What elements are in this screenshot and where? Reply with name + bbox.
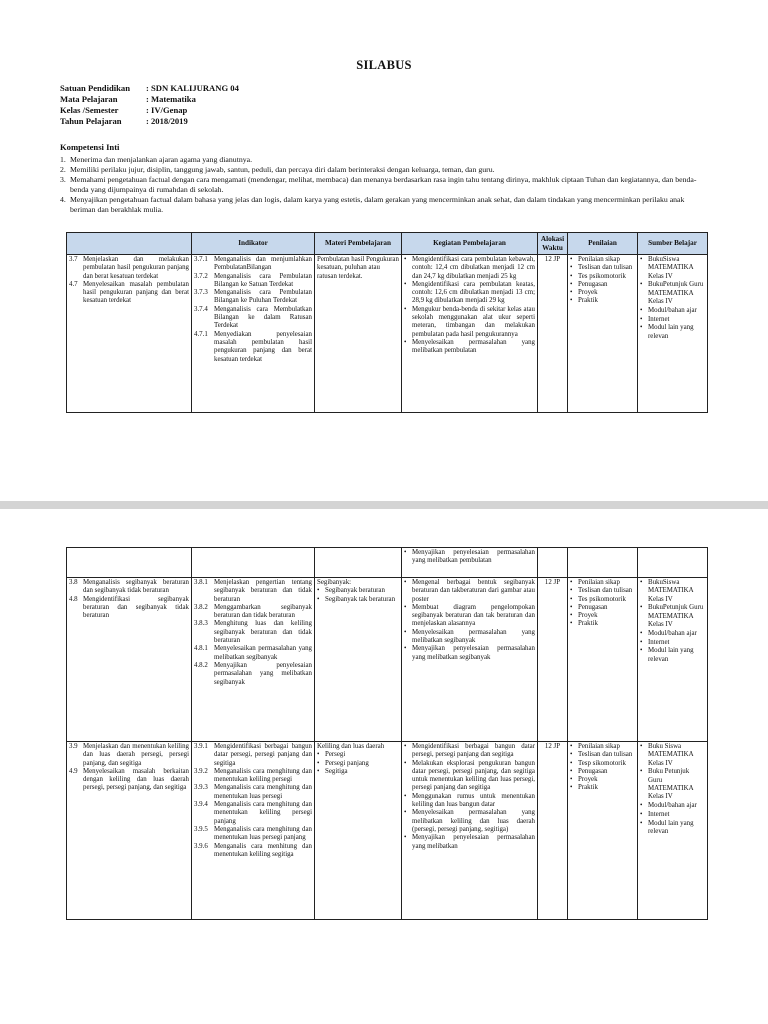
sumber-cell bbox=[638, 578, 708, 742]
ki-item bbox=[60, 175, 706, 195]
penilaian-cell bbox=[568, 742, 638, 920]
syllabus-table-page-1 bbox=[66, 232, 708, 413]
kegiatan-text: • Menyajikan penyelesaian permasalahan yang melibatkan bbox=[412, 834, 535, 850]
kd-item bbox=[69, 281, 189, 306]
indikator-text: Menganalisis cara Pembulatan Bilangan ke Satuan Terdekat bbox=[214, 272, 312, 288]
indikator-cell bbox=[192, 255, 315, 413]
table-row bbox=[67, 742, 708, 920]
sumber-text: • Internet bbox=[648, 810, 670, 818]
indikator-item bbox=[194, 604, 312, 621]
sumber-text: • BukuSiswa MATEMATIKA Kelas IV bbox=[648, 256, 694, 280]
list-item bbox=[570, 264, 635, 272]
penilaian-text: • Penugasan bbox=[578, 767, 608, 775]
penilaian-text: • Proyek bbox=[578, 612, 598, 620]
indikator-text: Menganalisis dan menjumlahkan PembulatanBilangan bbox=[214, 256, 312, 272]
list-item bbox=[640, 604, 705, 629]
ki-text: Memahami pengetahuan factual dengan cara mengamati (mendengar, melihat, membaca) dan menanya berdasarkan rasa ingin tahu tentang dirinya, makhluk ciptaan Tuhan dan kegiatannya, dan benda-benda yang dijumpainya di rumahdan di sekolah. bbox=[70, 174, 697, 194]
meta-row bbox=[60, 83, 239, 94]
sumber-text: • Modul/bahan ajar bbox=[648, 629, 697, 637]
penilaian-list bbox=[570, 579, 635, 629]
meta-value: : Matematika bbox=[146, 94, 196, 104]
table-row bbox=[67, 255, 708, 413]
list-item bbox=[404, 809, 535, 834]
indikator-number: 4.8.2 bbox=[194, 661, 208, 669]
kd-text: Menyelesaikan masalah berkaitan dengan keliling dan luas daerah persegi, persegi panjang, dan segitiga bbox=[83, 767, 189, 792]
sumber-text: • Modul lain yang relevan bbox=[648, 324, 694, 340]
indikator-text: Menyelesaikan permasalahan yang melibatkan segibanyak bbox=[214, 645, 312, 661]
penilaian-text: • Tesp sikomotorik bbox=[578, 759, 626, 767]
indikator-number: 3.8.2 bbox=[194, 603, 208, 611]
alokasi-cell: 12 JP bbox=[538, 255, 568, 413]
list-item bbox=[640, 579, 705, 604]
indikator-text: Menganalisis cara Pembulatan Bilangan ke Puluhan Terdekat bbox=[214, 289, 312, 305]
sumber-cell bbox=[638, 255, 708, 413]
ki-number: 3. bbox=[60, 174, 66, 184]
penilaian-text: • Proyek bbox=[578, 289, 598, 297]
indikator-number: 4.8.1 bbox=[194, 645, 208, 653]
indikator-number: 3.8.1 bbox=[194, 579, 208, 586]
materi-title: Keliling dan luas daerah bbox=[317, 743, 385, 750]
indikator-number: 3.9.5 bbox=[194, 825, 208, 833]
col-header-alokasi: Alokasi Waktu bbox=[538, 233, 568, 255]
ki-text: Menerima dan menjalankan ajaran agama yang dianutnya. bbox=[70, 155, 253, 164]
kegiatan-text: • Mengenal berbagai bentuk segibanyak beraturan dan takberaturan dari gambar atau poster bbox=[412, 579, 535, 603]
indikator-item bbox=[194, 331, 312, 364]
kd-number: 3.8 bbox=[69, 579, 78, 586]
ki-number: 2. bbox=[60, 164, 66, 174]
kd-item bbox=[69, 743, 189, 768]
list-item bbox=[640, 743, 705, 768]
sumber-text: • Buku Siswa MATEMATIKA Kelas IV bbox=[648, 743, 694, 767]
penilaian-text: • Teslisan dan tulisan bbox=[578, 751, 633, 759]
indikator-number: 3.9.4 bbox=[194, 801, 208, 809]
identity-block bbox=[60, 83, 239, 127]
list-item bbox=[404, 629, 535, 646]
sumber-cell bbox=[638, 548, 708, 578]
indikator-text: Menganalisis cara menghitung dan menentukan luas persegi panjang bbox=[214, 825, 312, 842]
list-item bbox=[404, 743, 535, 760]
kd-text: Menganalisis segibanyak beraturan dan segibanyak tidak beraturan bbox=[83, 579, 189, 595]
sumber-cell bbox=[638, 742, 708, 920]
list-item bbox=[317, 596, 399, 604]
materi-text: • Persegi panjang bbox=[325, 759, 369, 767]
list-item bbox=[570, 281, 635, 289]
list-item bbox=[404, 306, 535, 339]
materi-cell: Pembulatan hasil Pengukuran kesatuan, puluhan atau ratusan terdekat. bbox=[315, 255, 402, 413]
list-item bbox=[640, 324, 705, 341]
kd-cell bbox=[67, 255, 192, 413]
list-item bbox=[404, 256, 535, 281]
kegiatan-text: • Mengidentifikasi cara pembulatan keatas, contoh: 12,6 cm dibulatkan menjadi 13 cm; 28,9 kg dibulatkan menjadi 29 kg bbox=[412, 280, 535, 305]
kegiatan-cell bbox=[402, 742, 538, 920]
kegiatan-text: • Menyajikan penyelesaian permasalahan yang melibatkan segibanyak bbox=[412, 645, 535, 661]
kd-item bbox=[69, 579, 189, 596]
indikator-text: Menggambarkan segibanyak beraturan dan tidak beraturan bbox=[214, 603, 312, 620]
penilaian-cell bbox=[568, 578, 638, 742]
list-item bbox=[570, 760, 635, 768]
materi-cell bbox=[315, 742, 402, 920]
materi-cell bbox=[315, 578, 402, 742]
ki-item bbox=[60, 195, 706, 215]
indikator-item bbox=[194, 784, 312, 801]
indikator-cell bbox=[192, 578, 315, 742]
ki-item bbox=[60, 165, 706, 175]
indikator-text: Menjelaskan pengertian tentang segibanyak beraturan dan tidak beraturan bbox=[214, 579, 312, 603]
kd-number: 4.7 bbox=[69, 280, 78, 288]
ki-text: Menyajikan pengetahuan factual dalam bahasa yang jelas dan logis, dalam karya yang estetis, dalam gerakan yang mencerminkan anak sehat, dan dalam tindakan yang mencerminkan perilaku anak beriman dan berakhlak mulia. bbox=[70, 194, 685, 214]
list-item bbox=[570, 784, 635, 792]
materi-cell bbox=[315, 548, 402, 578]
kegiatan-text: • Menyelesaikan permasalahan yang melibatkan segibanyak bbox=[412, 628, 535, 645]
sumber-text: • Modul/bahan ajar bbox=[648, 306, 697, 314]
ki-number: 4. bbox=[60, 194, 66, 204]
list-item bbox=[570, 256, 635, 264]
indikator-item bbox=[194, 306, 312, 331]
penilaian-text: • Praktik bbox=[578, 620, 598, 628]
indikator-number: 3.9.3 bbox=[194, 784, 208, 792]
list-item bbox=[404, 834, 535, 851]
list-item bbox=[640, 802, 705, 810]
kegiatan-list bbox=[404, 579, 535, 662]
list-item bbox=[640, 630, 705, 638]
list-item bbox=[404, 579, 535, 604]
alokasi-cell: 12 JP bbox=[538, 578, 568, 742]
penilaian-list bbox=[570, 743, 635, 793]
penilaian-text: • Penugasan bbox=[578, 603, 608, 611]
list-item bbox=[640, 307, 705, 315]
kegiatan-text: • Membuat diagram pengelompokan segibanyak beraturan dan tak beraturan dan menjelaskan alasannya bbox=[412, 603, 535, 628]
list-item bbox=[570, 620, 635, 628]
penilaian-list bbox=[570, 256, 635, 306]
kd-number: 3.9 bbox=[69, 743, 78, 750]
indikator-number: 3.9.6 bbox=[194, 842, 208, 850]
list-item bbox=[640, 811, 705, 819]
table-row bbox=[67, 578, 708, 742]
sumber-text: • Modul lain yang relevan bbox=[648, 647, 694, 663]
list-item bbox=[404, 604, 535, 629]
kd-number: 4.8 bbox=[69, 595, 78, 603]
penilaian-cell bbox=[568, 548, 638, 578]
kegiatan-text: • Menggunakan rumus untuk menentukan keliling dan luas bangun datar bbox=[412, 792, 535, 809]
indikator-item bbox=[194, 768, 312, 785]
meta-value: : 2018/2019 bbox=[146, 116, 188, 126]
meta-label: Mata Pelajaran bbox=[60, 94, 118, 104]
kd-cell bbox=[67, 548, 192, 578]
ki-text: Memiliki perilaku jujur, disiplin, tanggung jawab, santun, peduli, dan percaya diri dalam berinteraksi dengan keluarga, teman, dan guru. bbox=[70, 164, 495, 174]
list-item bbox=[570, 776, 635, 784]
kd-text: Menjelaskan dan menentukan keliling dan luas daerah persegi, persegi panjang, dan segitiga bbox=[83, 743, 189, 767]
indikator-text: Menganalisis cara Membulatkan Bilangan ke dalam Ratusan Terdekat bbox=[214, 305, 312, 330]
penilaian-text: • Praktik bbox=[578, 297, 598, 305]
col-header-indikator: Indikator bbox=[192, 233, 315, 255]
list-item bbox=[640, 316, 705, 324]
sumber-list bbox=[640, 256, 705, 341]
indikator-text: Menganalis cara menhitung dan menentukan keliling segitiga bbox=[214, 842, 312, 858]
list-item bbox=[570, 297, 635, 305]
indikator-text: Menganalisis cara menghitung dan menentukan keliling persegi bbox=[214, 767, 312, 784]
kegiatan-text: • Mengidentifikasi berbagai bangun datar persegi, persegi panjang dan segitiga bbox=[412, 743, 535, 759]
kd-text: Menjelaskan dan melakukan pembulatan hasil pengukuran panjang dan berat kesatuan terdekat bbox=[83, 256, 189, 280]
meta-value: : SDN KALIJURANG 04 bbox=[146, 83, 239, 93]
indikator-item bbox=[194, 289, 312, 306]
indikator-item bbox=[194, 826, 312, 843]
penilaian-text: • Proyek bbox=[578, 776, 598, 784]
list-item bbox=[317, 760, 399, 768]
kegiatan-cell bbox=[402, 578, 538, 742]
ki-number: 1. bbox=[60, 155, 66, 164]
kd-cell bbox=[67, 578, 192, 742]
kegiatan-list bbox=[404, 256, 535, 356]
kegiatan-cell bbox=[402, 255, 538, 413]
kegiatan-text: • Mengidentifikasi cara pembulatan kebawah, contoh: 12,4 cm dibulatkan menjadi 12 cm dan 24,7 kg dibulatkan menjadi 25 kg bbox=[412, 256, 535, 280]
col-header-materi: Materi Pembelajaran bbox=[315, 233, 402, 255]
list-item bbox=[640, 647, 705, 664]
indikator-number: 3.8.3 bbox=[194, 620, 208, 628]
col-header-kegiatan: Kegiatan Pembelajaran bbox=[402, 233, 538, 255]
list-item bbox=[404, 793, 535, 810]
sumber-list bbox=[640, 743, 705, 836]
list-item bbox=[570, 612, 635, 620]
meta-label: Satuan Pendidikan bbox=[60, 83, 130, 93]
list-item bbox=[570, 604, 635, 612]
penilaian-text: • Penilaian sikap bbox=[578, 743, 620, 750]
kegiatan-text: • Melakukan eksplorasi pengukuran bangun datar persegi, persegi panjang, dan segitiga untuk menentukan keliling dan luas persegi, persegi panjang dan segitiga bbox=[412, 759, 535, 792]
kegiatan-cell bbox=[402, 548, 538, 578]
list-item bbox=[640, 256, 705, 281]
materi-list bbox=[317, 751, 399, 776]
indikator-item bbox=[194, 645, 312, 662]
indikator-item bbox=[194, 662, 312, 687]
kompetensi-inti-list bbox=[60, 155, 706, 214]
meta-row bbox=[60, 105, 239, 116]
materi-list bbox=[317, 587, 399, 604]
sumber-text: • Modul/bahan ajar bbox=[648, 802, 697, 810]
list-item bbox=[570, 579, 635, 587]
indikator-number: 3.7.4 bbox=[194, 305, 208, 313]
list-item bbox=[317, 768, 399, 776]
materi-title: Segibanyak: bbox=[317, 579, 352, 586]
penilaian-text: • Penugasan bbox=[578, 280, 608, 288]
list-item bbox=[570, 596, 635, 604]
indikator-item bbox=[194, 620, 312, 645]
table-row bbox=[67, 548, 708, 578]
table-header-row bbox=[67, 233, 708, 255]
kd-item bbox=[69, 596, 189, 621]
indikator-item bbox=[194, 843, 312, 860]
indikator-number: 3.7.1 bbox=[194, 256, 208, 263]
list-item bbox=[570, 587, 635, 595]
list-item bbox=[317, 751, 399, 759]
sumber-list bbox=[640, 579, 705, 664]
kegiatan-list bbox=[404, 743, 535, 851]
meta-row bbox=[60, 116, 239, 127]
list-item bbox=[317, 587, 399, 595]
indikator-number: 3.7.2 bbox=[194, 272, 208, 280]
indikator-text: Menganalisis cara menghitung dan menentukan luas persegi bbox=[214, 784, 312, 800]
kd-number: 4.9 bbox=[69, 767, 78, 775]
materi-text: • Segitiga bbox=[325, 767, 348, 775]
list-item bbox=[570, 751, 635, 759]
kegiatan-text: • Menyelesaikan permasalahan yang melibatkan keliling dan luas daerah (persegi, persegi panjang, segitiga) bbox=[412, 809, 535, 833]
col-header-sumber: Sumber Belajar bbox=[638, 233, 708, 255]
list-item bbox=[640, 639, 705, 647]
penilaian-text: • Teslisan dan tulisan bbox=[578, 264, 633, 272]
indikator-item bbox=[194, 256, 312, 273]
indikator-text: Menyediakan penyelesaian masalah pembulatan hasil pengukuran panjang dan berat kesatuan terdekat bbox=[214, 330, 312, 363]
kd-text: Mengidentifikasi segibanyak beraturan dan segibanyak tidak beraturan bbox=[83, 595, 189, 620]
penilaian-text: • Tes psikomotorik bbox=[578, 272, 626, 280]
sumber-text: • BukuPetunjuk Guru MATEMATIKA Kelas IV bbox=[648, 281, 704, 305]
alokasi-cell bbox=[538, 548, 568, 578]
indikator-text: Menyajikan penyelesaian permasalahan yang melibatkan segibanyak bbox=[214, 661, 312, 686]
kd-number: 3.7 bbox=[69, 256, 78, 263]
penilaian-text: • Penilaian sikap bbox=[578, 256, 620, 263]
sumber-text: • Modul lain yang relevan bbox=[648, 819, 694, 835]
kd-item bbox=[69, 768, 189, 793]
list-item bbox=[570, 273, 635, 281]
indikator-item bbox=[194, 579, 312, 604]
materi-text: • Persegi bbox=[325, 751, 346, 759]
list-item bbox=[640, 281, 705, 306]
indikator-number: 3.9.2 bbox=[194, 767, 208, 775]
list-item bbox=[640, 820, 705, 837]
kd-item bbox=[69, 256, 189, 281]
penilaian-text: • Tes psikomotorik bbox=[578, 595, 626, 603]
sumber-text: • Internet bbox=[648, 638, 670, 646]
meta-label: Tahun Pelajaran bbox=[60, 116, 122, 126]
indikator-number: 3.7.3 bbox=[194, 289, 208, 297]
penilaian-cell bbox=[568, 255, 638, 413]
kd-cell bbox=[67, 742, 192, 920]
document-page-2 bbox=[0, 509, 768, 1024]
indikator-text: Mengidentifikasi berbagai bangun datar persegi, persegi panjang dan segitiga bbox=[214, 743, 312, 767]
indikator-item bbox=[194, 273, 312, 290]
col-header-kd bbox=[67, 233, 192, 255]
list-item bbox=[404, 549, 535, 566]
indikator-cell bbox=[192, 548, 315, 578]
document-page-1 bbox=[0, 0, 768, 501]
list-item bbox=[404, 645, 535, 662]
meta-value: : IV/Genap bbox=[146, 105, 188, 115]
list-item bbox=[404, 281, 535, 306]
kd-text: Menyelesaikan masalah pembulatan hasil pengukuran panjang dan berat kesatuan terdekat bbox=[83, 280, 189, 305]
penilaian-text: • Penilaian sikap bbox=[578, 579, 620, 586]
ki-item bbox=[60, 155, 706, 165]
page-title: SILABUS bbox=[356, 58, 412, 72]
list-item bbox=[570, 768, 635, 776]
indikator-number: 4.7.1 bbox=[194, 330, 208, 338]
alokasi-cell: 12 JP bbox=[538, 742, 568, 920]
kegiatan-text: • Mengukur benda-benda di sekitar kelas atau sekolah menggunakan alat ukur seperti meteran, timbangan dan melakukan pembulatan pada hasil pengukurannya bbox=[412, 305, 535, 338]
penilaian-text: • Teslisan dan tulisan bbox=[578, 587, 633, 595]
col-header-penilaian: Penilaian bbox=[568, 233, 638, 255]
kegiatan-list bbox=[404, 549, 535, 566]
kompetensi-inti-heading: Kompetensi Inti bbox=[60, 142, 120, 152]
meta-row bbox=[60, 94, 239, 105]
materi-text: • Segibanyak tak beraturan bbox=[325, 595, 396, 603]
sumber-text: • BukuSiswa MATEMATIKA Kelas IV bbox=[648, 579, 694, 603]
syllabus-table-page-2 bbox=[66, 547, 708, 920]
meta-label: Kelas /Semester bbox=[60, 105, 119, 115]
sumber-text: • BukuPetunjuk Guru MATEMATIKA Kelas IV bbox=[648, 604, 704, 628]
list-item bbox=[570, 289, 635, 297]
penilaian-text: • Praktik bbox=[578, 784, 598, 792]
list-item bbox=[640, 768, 705, 801]
kegiatan-text: • Menyajikan penyelesaian permasalahan yang melibatkan pembulatan bbox=[412, 549, 535, 565]
list-item bbox=[570, 743, 635, 751]
materi-text: • Segibanyak beraturan bbox=[325, 587, 385, 595]
list-item bbox=[404, 760, 535, 793]
indikator-item bbox=[194, 801, 312, 826]
kegiatan-text: • Menyelesaikan permasalahan yang melibatkan pembulatan bbox=[412, 338, 535, 355]
sumber-text: • Internet bbox=[648, 315, 670, 323]
indikator-text: Menghitung luas dan keliling segibanyak beraturan dan tidak beraturan bbox=[214, 620, 312, 645]
indikator-item bbox=[194, 743, 312, 768]
indikator-cell bbox=[192, 742, 315, 920]
indikator-text: Menganalisis cara menghitung dan menentukan keliling persegi panjang bbox=[214, 801, 312, 825]
indikator-number: 3.9.1 bbox=[194, 743, 208, 750]
list-item bbox=[404, 339, 535, 356]
sumber-text: • Buku Petunjuk Guru MATEMATIKA Kelas IV bbox=[648, 768, 694, 801]
